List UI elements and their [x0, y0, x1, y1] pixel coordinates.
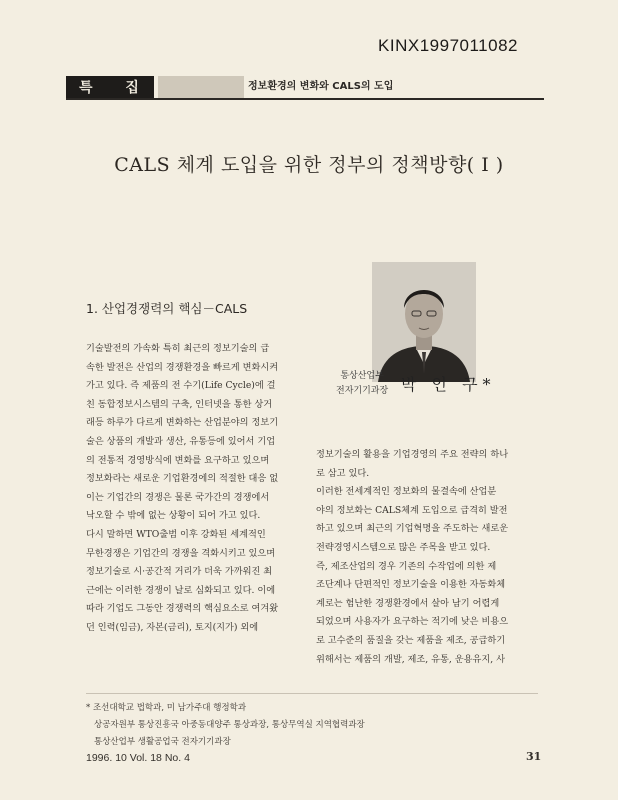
- text-line: 로 삼고 있다.: [316, 467, 370, 479]
- text-line: 야의 정보화는 CALS체계 도입으로 급격히 발전: [316, 504, 508, 516]
- text-line: 근에는 이러한 경쟁이 날로 심화되고 있다. 이에: [86, 584, 276, 596]
- footnotes: [86, 700, 365, 751]
- text-line: 즉, 제조산업의 경우 기존의 수작업에 의한 제: [316, 560, 497, 572]
- issue-info: 1996. 10 Vol. 18 No. 4: [86, 752, 190, 764]
- banner-topic-box: [158, 76, 244, 98]
- text-line: 따라 기업도 그동안 경쟁력의 핵심요소로 여겨왔: [86, 603, 279, 615]
- text-line: 낙오할 수 밖에 없는 상황이 되어 가고 있다.: [86, 510, 261, 522]
- text-line: 로 고수준의 품질을 갖는 제품을 제조, 공급하기: [316, 634, 506, 646]
- right-column: [316, 446, 542, 669]
- footnote-rule: [86, 693, 538, 694]
- text-line: 가고 있다. 즉 제품의 전 수기(Life Cycle)에 걸: [86, 380, 276, 392]
- text-line: 속한 발전은 산업의 경쟁환경을 빠르게 변화시켜: [86, 361, 279, 373]
- text-line: 이는 기업간의 경쟁은 물론 국가간의 경쟁에서: [86, 491, 270, 503]
- left-column: [86, 340, 304, 638]
- text-line: 래등 하루가 다르게 변화하는 산업분야의 정보기: [86, 417, 279, 429]
- section-banner: [66, 76, 394, 98]
- text-line: 되었으며 사용자가 요구하는 적기에 낮은 비용으: [316, 616, 509, 628]
- text-line: 다시 말하면 WTO출범 이후 강화된 세계적인: [86, 528, 266, 540]
- banner-topic: 정보환경의 변화와 CALS의 도입: [248, 81, 394, 92]
- text-line: 이러한 전세계적인 정보화의 물결속에 산업분: [316, 486, 497, 498]
- text-line: 조단계나 단편적인 정보기술을 이용한 자동화체: [316, 579, 506, 591]
- text-line: 무한경쟁은 기업간의 경쟁을 격화시키고 있으며: [86, 547, 276, 559]
- text-line: 위해서는 제품의 개발, 제조, 유통, 운용유지, 사: [316, 653, 505, 665]
- text-line: 계로는 험난한 경쟁환경에서 살아 남기 어렵게: [316, 597, 500, 609]
- section-heading: 1. 산업경쟁력의 핵심－CALS: [86, 301, 248, 316]
- text-line: 친 동합정보시스템의 구축, 인터넷을 통한 상거: [86, 398, 273, 410]
- author-position: 전자기기과장: [336, 386, 389, 396]
- text-line: 전략경영시스템으로 많은 주목을 받고 있다.: [316, 541, 491, 553]
- banner-rule: [66, 98, 544, 100]
- text-line: 정보화라는 새로운 기업환경에의 적절한 대응 없: [86, 473, 279, 485]
- text-line: 던 인력(임금), 자본(금리), 토지(지가) 외에: [86, 621, 259, 633]
- feature-tag: 특 집: [66, 76, 154, 98]
- footnote-line: * 조선대학교 법학과, 미 남가주대 행정학과: [86, 703, 247, 713]
- page-number: 31: [526, 750, 542, 763]
- text-line: 기술발전의 가속화 특히 최근의 정보기술의 급: [86, 343, 270, 354]
- author-affiliation: [336, 369, 388, 399]
- text-line: 의 전통적 경영방식에 변화를 요구하고 있으며: [86, 454, 270, 466]
- text-line: 술은 상품의 개발과 생산, 유통등에 있어서 기업: [86, 435, 276, 447]
- author-name: 박 인 구*: [401, 375, 496, 394]
- document-id: KINX1997011082: [378, 36, 518, 55]
- author-photo: [372, 262, 476, 382]
- text-line: 하고 있으며 최근의 기업혁명을 주도하는 새로운: [316, 523, 509, 535]
- text-line: 정보기술로 시·공간적 거리가 더욱 가까워진 최: [86, 566, 273, 578]
- footnote-line: 상공자원부 통상진흥국 아중동대양주 통상과장, 통상무역실 지역협력과장: [94, 720, 365, 730]
- author-ministry: 통상산업부: [340, 371, 384, 381]
- text-line: 정보기술의 활용을 기업경영의 주요 전략의 하나: [316, 449, 509, 460]
- article-title: CALS 체계 도입을 위한 정부의 정책방향( I ): [114, 154, 504, 176]
- footnote-line: 통상산업부 생활공업국 전자기기과장: [94, 737, 231, 747]
- portrait-image: [372, 262, 476, 382]
